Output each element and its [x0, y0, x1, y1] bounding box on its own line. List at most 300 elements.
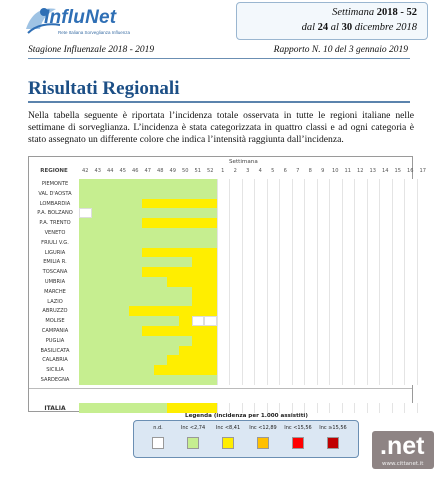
incidence-cell [92, 297, 105, 307]
incidence-cell [304, 179, 318, 189]
incidence-cell [129, 238, 142, 248]
incidence-cell [392, 355, 406, 365]
incidence-cell [379, 326, 393, 336]
incidence-cell [267, 287, 281, 297]
incidence-cell [279, 199, 293, 209]
incidence-cell [179, 306, 192, 316]
incidence-cell [92, 326, 105, 336]
incidence-cell [192, 287, 205, 297]
incidence-cell [392, 346, 406, 356]
incidence-cell [167, 218, 180, 228]
incidence-cell [267, 248, 281, 258]
incidence-cell [417, 267, 431, 277]
incidence-cell [254, 403, 268, 413]
incidence-cell [379, 189, 393, 199]
incidence-cell [392, 189, 406, 199]
incidence-cell [404, 257, 418, 267]
incidence-cell [117, 326, 130, 336]
week-column-header: 11 [344, 168, 351, 174]
incidence-cell [342, 326, 356, 336]
incidence-cell [179, 238, 192, 248]
incidence-cell [254, 277, 268, 287]
incidence-cell [279, 228, 293, 238]
incidence-cell [317, 375, 331, 385]
week-column-header: 47 [144, 168, 151, 174]
incidence-cell [129, 208, 142, 218]
incidence-cell [417, 228, 431, 238]
incidence-cell [92, 306, 105, 316]
incidence-cell [354, 228, 368, 238]
incidence-cell [267, 228, 281, 238]
incidence-cell [242, 248, 256, 258]
incidence-cell [79, 238, 92, 248]
incidence-cell [267, 189, 281, 199]
incidence-cell [167, 199, 180, 209]
week-column-header: 1 [221, 168, 225, 174]
incidence-cell [79, 355, 92, 365]
incidence-cell [104, 257, 117, 267]
incidence-cell [104, 218, 117, 228]
incidence-cell [304, 267, 318, 277]
incidence-cell [267, 326, 281, 336]
incidence-cell [254, 189, 268, 199]
incidence-cell [167, 277, 180, 287]
incidence-cell [142, 375, 155, 385]
incidence-cell [267, 179, 281, 189]
incidence-cell [279, 403, 293, 413]
incidence-cell [267, 267, 281, 277]
week-column-header: 10 [332, 168, 339, 174]
incidence-cell [79, 326, 92, 336]
week-column-header: 13 [369, 168, 376, 174]
incidence-cell [329, 355, 343, 365]
incidence-cell [304, 297, 318, 307]
incidence-cell [167, 228, 180, 238]
incidence-cell [129, 277, 142, 287]
incidence-cell [329, 228, 343, 238]
incidence-cell [129, 248, 142, 258]
incidence-cell [92, 336, 105, 346]
incidence-cell [329, 306, 343, 316]
incidence-cell [292, 238, 306, 248]
incidence-cell [317, 267, 331, 277]
incidence-cell [404, 238, 418, 248]
incidence-cell [129, 306, 142, 316]
incidence-cell [404, 218, 418, 228]
dates-suffix: dicembre 2018 [352, 22, 417, 33]
incidence-cell [179, 277, 192, 287]
incidence-cell [417, 238, 431, 248]
incidence-cell [92, 248, 105, 258]
season-label: Stagione Influenzale 2018 - 2019 [28, 45, 155, 55]
legend-swatch [222, 437, 234, 449]
incidence-cell [254, 346, 268, 356]
incidence-cell [317, 336, 331, 346]
incidence-cell [104, 228, 117, 238]
incidence-cell [292, 316, 306, 326]
incidence-cell [142, 297, 155, 307]
incidence-cell [142, 179, 155, 189]
incidence-cell [229, 257, 243, 267]
incidence-cell [104, 336, 117, 346]
incidence-cell [292, 365, 306, 375]
incidence-cell [279, 346, 293, 356]
incidence-cell [304, 199, 318, 209]
incidence-cell [317, 208, 331, 218]
legend-label: Inc <15,56 [284, 425, 312, 431]
incidence-cell [217, 326, 231, 336]
incidence-cell [292, 375, 306, 385]
incidence-cell [367, 228, 381, 238]
incidence-cell [204, 218, 217, 228]
incidence-cell [317, 297, 331, 307]
incidence-cell [217, 346, 231, 356]
incidence-cell [129, 346, 142, 356]
incidence-cell [179, 257, 192, 267]
incidence-cell [142, 403, 155, 413]
incidence-cell [167, 306, 180, 316]
incidence-cell [329, 346, 343, 356]
incidence-cell [354, 277, 368, 287]
incidence-cell [117, 297, 130, 307]
incidence-cell [354, 403, 368, 413]
incidence-cell [142, 228, 155, 238]
incidence-cell [154, 346, 167, 356]
incidence-cell [192, 218, 205, 228]
incidence-cell [267, 218, 281, 228]
incidence-cell [79, 403, 92, 413]
incidence-cell [229, 218, 243, 228]
incidence-cell [192, 248, 205, 258]
title-divider [28, 101, 410, 103]
region-label: LOMBARDIA [39, 200, 71, 207]
incidence-cell [167, 189, 180, 199]
region-label: EMILIA R. [43, 259, 67, 266]
region-label: SICILIA [46, 367, 64, 374]
incidence-cell [129, 355, 142, 365]
legend-label: Inc <8,41 [215, 425, 241, 431]
incidence-cell [92, 346, 105, 356]
week-column-header: 14 [382, 168, 389, 174]
incidence-cell [317, 287, 331, 297]
incidence-cell [192, 355, 205, 365]
incidence-cell [217, 375, 231, 385]
incidence-cell [317, 306, 331, 316]
incidence-cell [204, 346, 217, 356]
incidence-cell [404, 375, 418, 385]
incidence-cell [104, 316, 117, 326]
week-column-header: 51 [194, 168, 201, 174]
incidence-cell [242, 179, 256, 189]
italia-label: ITALIA [44, 404, 66, 412]
incidence-cell [204, 297, 217, 307]
legend-item [177, 425, 209, 449]
incidence-cell [242, 228, 256, 238]
incidence-cell [292, 277, 306, 287]
incidence-cell [404, 277, 418, 287]
incidence-cell [242, 238, 256, 248]
region-label: UMBRIA [44, 279, 66, 285]
region-label: CALABRIA [42, 357, 68, 364]
incidence-cell [342, 248, 356, 258]
incidence-cell [404, 365, 418, 375]
incidence-cell [417, 179, 431, 189]
incidence-cell [79, 316, 92, 326]
incidence-cell [92, 238, 105, 248]
incidence-cell [254, 297, 268, 307]
incidence-cell [117, 248, 130, 258]
incidence-cell [192, 403, 205, 413]
incidence-cell [242, 267, 256, 277]
incidence-cell [254, 228, 268, 238]
incidence-cell [79, 365, 92, 375]
incidence-cell [167, 375, 180, 385]
incidence-cell [79, 297, 92, 307]
incidence-cell [292, 257, 306, 267]
incidence-cell [379, 179, 393, 189]
incidence-cell [379, 336, 393, 346]
incidence-cell [354, 199, 368, 209]
incidence-cell [104, 306, 117, 316]
incidence-cell [342, 228, 356, 238]
incidence-cell [117, 365, 130, 375]
incidence-cell [367, 267, 381, 277]
incidence-cell [329, 267, 343, 277]
incidence-cell [392, 238, 406, 248]
incidence-cell [254, 375, 268, 385]
incidence-cell [117, 277, 130, 287]
incidence-cell [342, 365, 356, 375]
incidence-cell [329, 199, 343, 209]
incidence-cell [167, 208, 180, 218]
incidence-cell [154, 267, 167, 277]
incidence-cell [267, 306, 281, 316]
incidence-cell [242, 306, 256, 316]
incidence-cell [342, 316, 356, 326]
incidence-cell [179, 287, 192, 297]
incidence-cell [229, 326, 243, 336]
incidence-cell [367, 199, 381, 209]
week-info-box [236, 2, 428, 40]
incidence-cell [79, 336, 92, 346]
incidence-cell [417, 277, 431, 287]
incidence-cell [79, 375, 92, 385]
intro-paragraph: Nella tabella seguente è riportata l’incidenza totale osservata in tutte le regioni italiane nelle settimane di sorveglianza. L’incidenza è stata categorizzata in quattro classi e ad ogni categoria è stato assegnato un differente colore che indica l’intensità raggiunta dall’incidenza. [28, 110, 414, 145]
incidence-cell [392, 403, 406, 413]
incidence-cell [92, 208, 105, 218]
incidence-cell [229, 267, 243, 277]
incidence-cell [254, 218, 268, 228]
incidence-cell [317, 346, 331, 356]
incidence-cell [104, 297, 117, 307]
incidence-cell [267, 355, 281, 365]
incidence-cell [254, 306, 268, 316]
incidence-cell [167, 403, 180, 413]
dates-prefix: dal [301, 22, 318, 33]
week-column-header: 52 [207, 168, 214, 174]
report-label: Rapporto N. 10 del 3 gennaio 2019 [273, 45, 408, 55]
incidence-cell [392, 297, 406, 307]
incidence-cell [117, 267, 130, 277]
incidence-cell [379, 267, 393, 277]
incidence-cell [142, 189, 155, 199]
week-column-header: 4 [258, 168, 262, 174]
incidence-cell [317, 238, 331, 248]
incidence-cell [242, 365, 256, 375]
week-column-header: 45 [119, 168, 126, 174]
incidence-cell [154, 257, 167, 267]
incidence-cell [204, 316, 217, 326]
incidence-cell [292, 248, 306, 258]
week-column-header: 44 [107, 168, 114, 174]
incidence-cell [279, 189, 293, 199]
region-label: P.A. TRENTO [39, 220, 71, 227]
incidence-cell [304, 277, 318, 287]
incidence-cell [229, 355, 243, 365]
incidence-cell [342, 238, 356, 248]
incidence-cell [204, 208, 217, 218]
incidence-cell [204, 248, 217, 258]
incidence-cell [367, 248, 381, 258]
incidence-cell [292, 346, 306, 356]
incidence-cell [104, 346, 117, 356]
incidence-cell [242, 277, 256, 287]
incidence-cell [279, 355, 293, 365]
incidence-cell [179, 403, 192, 413]
incidence-cell [367, 218, 381, 228]
incidence-cell [217, 336, 231, 346]
week-column-header: 50 [182, 168, 189, 174]
incidence-cell [179, 365, 192, 375]
incidence-cell [342, 208, 356, 218]
incidence-cell [92, 375, 105, 385]
incidence-cell [367, 208, 381, 218]
incidence-cell [254, 179, 268, 189]
incidence-cell [229, 208, 243, 218]
incidence-cell [279, 287, 293, 297]
incidence-cell [379, 403, 393, 413]
incidence-cell [217, 208, 231, 218]
incidence-cell [179, 218, 192, 228]
incidence-cell [79, 218, 92, 228]
incidence-cell [417, 375, 431, 385]
region-label: TOSCANA [42, 269, 68, 276]
incidence-cell [142, 257, 155, 267]
incidence-cell [379, 346, 393, 356]
incidence-cell [204, 306, 217, 316]
incidence-cell [117, 316, 130, 326]
incidence-cell [167, 326, 180, 336]
incidence-cell [242, 316, 256, 326]
incidence-cell [142, 316, 155, 326]
legend-swatch [327, 437, 339, 449]
week-column-header: 9 [321, 168, 325, 174]
incidence-cell [417, 287, 431, 297]
incidence-cell [254, 336, 268, 346]
incidence-cell [204, 228, 217, 238]
incidence-cell [379, 218, 393, 228]
incidence-cell [279, 316, 293, 326]
incidence-cell [292, 336, 306, 346]
incidence-cell [304, 238, 318, 248]
week-column-header: 3 [246, 168, 250, 174]
incidence-cell [129, 267, 142, 277]
incidence-cell [104, 403, 117, 413]
incidence-cell [342, 346, 356, 356]
incidence-cell [317, 228, 331, 238]
incidence-cell [279, 326, 293, 336]
incidence-cell [167, 365, 180, 375]
incidence-cell [154, 179, 167, 189]
incidence-cell [379, 248, 393, 258]
incidence-cell [104, 375, 117, 385]
incidence-cell [354, 326, 368, 336]
incidence-cell [329, 336, 343, 346]
incidence-cell [279, 277, 293, 287]
incidence-cell [179, 228, 192, 238]
incidence-cell [329, 326, 343, 336]
incidence-cell [179, 346, 192, 356]
incidence-cell [292, 179, 306, 189]
week-column-header: 46 [132, 168, 139, 174]
incidence-cell [392, 287, 406, 297]
incidence-cell [229, 316, 243, 326]
logo-subtitle: Rete Italiana Sorveglianza Influenza [58, 30, 131, 35]
incidence-cell [229, 403, 243, 413]
incidence-cell [342, 199, 356, 209]
week-column-header: 43 [94, 168, 101, 174]
legend-swatch [187, 437, 199, 449]
incidence-cell [129, 403, 142, 413]
incidence-cell [167, 297, 180, 307]
incidence-cell [404, 336, 418, 346]
incidence-cell [79, 306, 92, 316]
region-label: LAZIO [47, 298, 63, 305]
incidence-cell [279, 208, 293, 218]
incidence-cell [242, 287, 256, 297]
week-header: Settimana [229, 159, 258, 165]
incidence-cell [117, 228, 130, 238]
incidence-cell [279, 267, 293, 277]
incidence-cell [354, 179, 368, 189]
legend-box [133, 420, 359, 458]
incidence-cell [204, 189, 217, 199]
incidence-cell [304, 375, 318, 385]
incidence-cell [179, 297, 192, 307]
legend-swatch [257, 437, 269, 449]
legend-item [282, 425, 314, 449]
incidence-cell [104, 248, 117, 258]
incidence-cell [392, 208, 406, 218]
incidence-cell [379, 238, 393, 248]
legend-item [212, 425, 244, 449]
incidence-cell [242, 336, 256, 346]
incidence-cell [367, 403, 381, 413]
incidence-cell [117, 375, 130, 385]
incidence-cell [329, 248, 343, 258]
incidence-cell [342, 277, 356, 287]
incidence-cell [179, 326, 192, 336]
date-to: 30 [341, 22, 353, 33]
incidence-cell [204, 238, 217, 248]
incidence-cell [367, 189, 381, 199]
incidence-cell [154, 238, 167, 248]
incidence-cell [229, 297, 243, 307]
week-column-header: 48 [157, 168, 164, 174]
incidence-cell [192, 199, 205, 209]
incidence-cell [317, 218, 331, 228]
incidence-cell [154, 189, 167, 199]
